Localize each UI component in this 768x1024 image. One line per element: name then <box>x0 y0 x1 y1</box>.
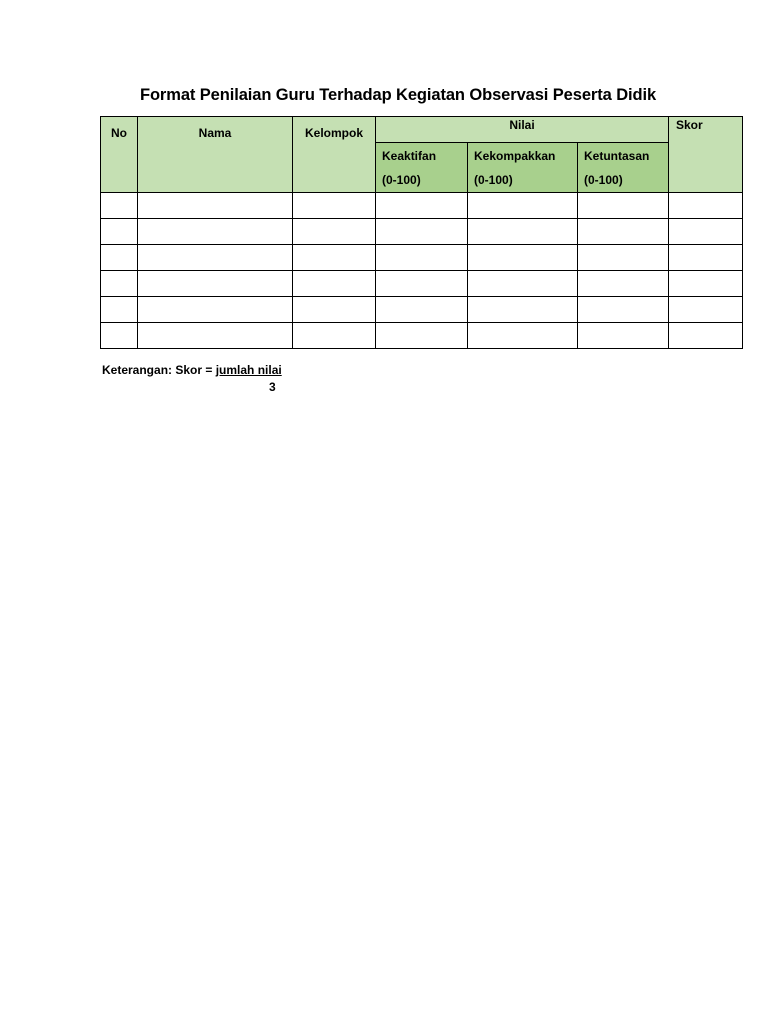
cell-nama[interactable] <box>138 271 293 297</box>
subheader-label: Kekompakkan <box>474 149 556 163</box>
table-row <box>101 271 743 297</box>
cell-kekompakkan[interactable] <box>468 271 578 297</box>
cell-keaktifan[interactable] <box>376 219 468 245</box>
cell-kekompakkan[interactable] <box>468 245 578 271</box>
page-title: Format Penilaian Guru Terhadap Kegiatan Observasi Peserta Didik <box>139 86 657 104</box>
cell-keaktifan[interactable] <box>376 193 468 219</box>
header-skor: Skor <box>669 117 743 193</box>
cell-nama[interactable] <box>138 193 293 219</box>
cell-keaktifan[interactable] <box>376 245 468 271</box>
cell-ketuntasan[interactable] <box>578 323 669 349</box>
cell-no[interactable] <box>101 271 138 297</box>
cell-skor[interactable] <box>669 271 743 297</box>
cell-nama[interactable] <box>138 323 293 349</box>
note <box>102 363 282 377</box>
table-row <box>101 193 743 219</box>
subheader-range: (0-100) <box>382 173 421 187</box>
assessment-table <box>100 116 743 349</box>
cell-ketuntasan[interactable] <box>578 297 669 323</box>
table-row <box>101 297 743 323</box>
cell-skor[interactable] <box>669 193 743 219</box>
header-nama: Nama <box>138 117 293 193</box>
cell-no[interactable] <box>101 193 138 219</box>
cell-no[interactable] <box>101 297 138 323</box>
cell-ketuntasan[interactable] <box>578 219 669 245</box>
cell-nama[interactable] <box>138 219 293 245</box>
cell-skor[interactable] <box>669 219 743 245</box>
cell-kelompok[interactable] <box>293 297 376 323</box>
subheader-label: Ketuntasan <box>584 149 650 163</box>
header-no: No <box>101 117 138 193</box>
cell-ketuntasan[interactable] <box>578 271 669 297</box>
cell-kelompok[interactable] <box>293 271 376 297</box>
subheader-range: (0-100) <box>474 173 513 187</box>
header-row-top <box>101 117 743 143</box>
cell-skor[interactable] <box>669 323 743 349</box>
cell-nama[interactable] <box>138 245 293 271</box>
note-denominator: 3 <box>269 380 276 394</box>
table-row <box>101 219 743 245</box>
cell-nama[interactable] <box>138 297 293 323</box>
cell-no[interactable] <box>101 323 138 349</box>
cell-kekompakkan[interactable] <box>468 297 578 323</box>
cell-kelompok[interactable] <box>293 323 376 349</box>
table-row <box>101 245 743 271</box>
cell-kelompok[interactable] <box>293 193 376 219</box>
cell-keaktifan[interactable] <box>376 271 468 297</box>
cell-keaktifan[interactable] <box>376 323 468 349</box>
cell-kekompakkan[interactable] <box>468 219 578 245</box>
subheader-label: Keaktifan <box>382 149 437 163</box>
cell-kekompakkan[interactable] <box>468 323 578 349</box>
subheader-keaktifan <box>376 143 468 193</box>
header-nilai: Nilai <box>376 117 669 143</box>
subheader-kekompakkan <box>468 143 578 193</box>
cell-ketuntasan[interactable] <box>578 193 669 219</box>
header-kelompok: Kelompok <box>293 117 376 193</box>
note-numerator: jumlah nilai <box>215 363 282 377</box>
subheader-range: (0-100) <box>584 173 623 187</box>
cell-kekompakkan[interactable] <box>468 193 578 219</box>
note-prefix: Keterangan: Skor = <box>102 363 216 377</box>
table-row <box>101 323 743 349</box>
cell-ketuntasan[interactable] <box>578 245 669 271</box>
cell-no[interactable] <box>101 219 138 245</box>
cell-no[interactable] <box>101 245 138 271</box>
cell-keaktifan[interactable] <box>376 297 468 323</box>
cell-skor[interactable] <box>669 297 743 323</box>
cell-kelompok[interactable] <box>293 219 376 245</box>
subheader-ketuntasan <box>578 143 669 193</box>
cell-kelompok[interactable] <box>293 245 376 271</box>
cell-skor[interactable] <box>669 245 743 271</box>
